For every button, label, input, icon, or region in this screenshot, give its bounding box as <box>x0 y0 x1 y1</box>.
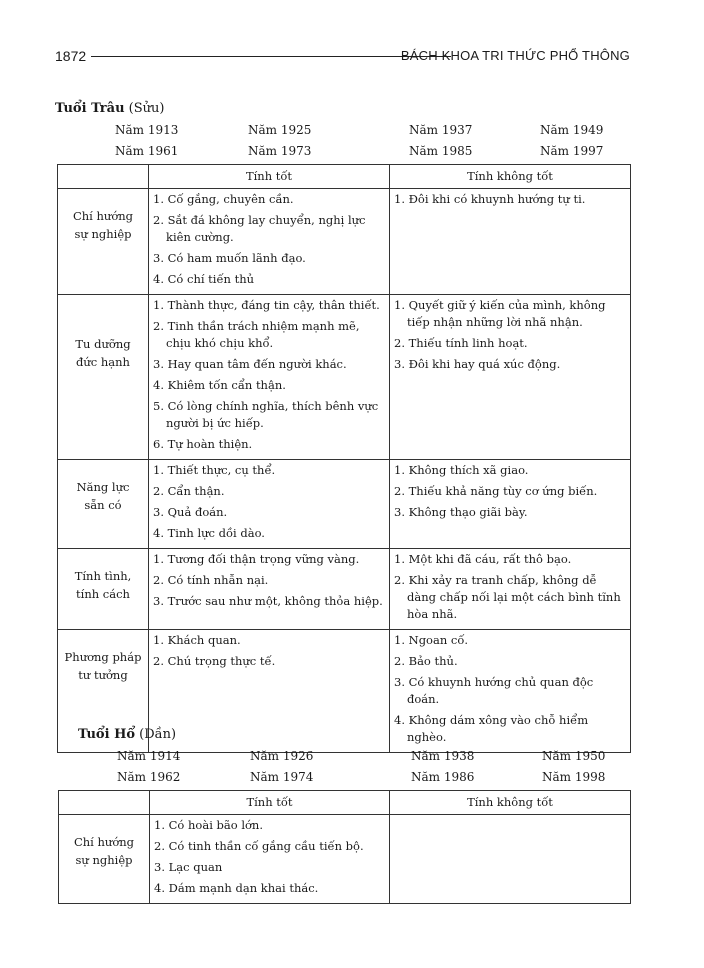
traits-table-ox <box>57 164 631 753</box>
list-item: 3. Quả đoán. <box>153 505 228 519</box>
row-label <box>58 295 149 460</box>
row-label-line: sẵn có <box>84 498 122 512</box>
year-item: Năm 1949 <box>540 123 604 137</box>
list-item: 4. Không dám xông vào chỗ hiểm nghèo. <box>394 713 589 744</box>
row-label-line: Tu dưỡng <box>75 337 131 351</box>
list-item: 2. Tinh thần trách nhiệm mạnh mẽ, chịu khó chịu khổ. <box>153 319 360 350</box>
list-item: 1. Thiết thực, cụ thể. <box>153 463 276 477</box>
year-item: Năm 1962 <box>117 770 181 784</box>
year-item: Năm 1937 <box>409 123 473 137</box>
table-header-row <box>59 791 631 815</box>
header-empty-cell <box>59 791 150 815</box>
list-item: 2. Bảo thủ. <box>394 654 458 668</box>
list-item: 1. Quyết giữ ý kiến của mình, không tiếp nhận những lời nhã nhận. <box>394 298 606 329</box>
header-bad: Tính không tốt <box>390 165 631 189</box>
row-label-line: đức hạnh <box>76 355 130 369</box>
years-row <box>55 749 615 770</box>
list-item: 1. Không thích xã giao. <box>394 463 529 477</box>
section-title-ox <box>55 101 164 116</box>
list-item: 4. Tinh lực dồi dào. <box>153 526 265 540</box>
year-item: Năm 1985 <box>409 144 473 158</box>
section-title-sub: (Sửu) <box>128 101 165 116</box>
list-item: 2. Khi xảy ra tranh chấp, không dễ dàng chấp nối lại một cách bình tĩnh hòa nhã. <box>394 573 621 621</box>
good-traits-cell <box>150 815 390 904</box>
row-label <box>58 549 149 630</box>
list-item: 1. Thành thực, đáng tin cậy, thân thiết. <box>153 298 380 312</box>
year-item: Năm 1926 <box>250 749 314 763</box>
list-item: 1. Một khi đã cáu, rất thô bạo. <box>394 552 572 566</box>
table-header-row <box>58 165 631 189</box>
row-label-line: Phương pháp <box>64 650 142 664</box>
year-item: Năm 1997 <box>540 144 604 158</box>
list-item: 3. Đôi khi hay quá xúc động. <box>394 357 561 371</box>
list-item: 5. Có lòng chính nghĩa, thích bênh vực người bị ức hiếp. <box>153 399 379 430</box>
list-item: 3. Có ham muốn lãnh đạo. <box>153 251 306 265</box>
list-item: 3. Có khuynh hướng chủ quan độc đoán. <box>394 675 594 706</box>
book-title: BÁCH KHOA TRI THỨC PHỔ THÔNG <box>400 48 630 63</box>
list-item: 4. Dám mạnh dạn khai thác. <box>154 881 319 895</box>
good-traits-cell <box>149 295 390 460</box>
section-title-main: Tuổi Hổ <box>78 727 136 742</box>
header-empty-cell <box>58 165 149 189</box>
list-item: 1. Có hoài bão lớn. <box>154 818 263 832</box>
list-item: 3. Không thạo giãi bày. <box>394 505 528 519</box>
list-item: 3. Lạc quan <box>154 860 223 874</box>
row-label <box>58 189 149 295</box>
year-item: Năm 1925 <box>248 123 312 137</box>
list-item: 2. Thiếu tính linh hoạt. <box>394 336 528 350</box>
list-item: 2. Có tính nhẫn nại. <box>153 573 269 587</box>
list-item: 2. Sắt đá không lay chuyển, nghị lực kiên cường. <box>153 213 366 244</box>
year-item: Năm 1914 <box>117 749 181 763</box>
bad-traits-cell <box>390 295 631 460</box>
good-traits-cell <box>149 189 390 295</box>
list-item: 3. Hay quan tâm đến người khác. <box>153 357 347 371</box>
header-good: Tính tốt <box>149 165 390 189</box>
table-row <box>59 815 631 904</box>
list-item: 3. Trước sau như một, không thỏa hiệp. <box>153 594 383 608</box>
bad-traits-cell <box>390 189 631 295</box>
bad-traits-cell <box>390 549 631 630</box>
table-row <box>58 460 631 549</box>
list-item: 1. Khách quan. <box>153 633 241 647</box>
row-label-line: tư tưởng <box>78 668 128 682</box>
row-label-line: Chí hướng <box>72 209 134 223</box>
list-item: 4. Khiêm tốn cẩn thận. <box>153 378 286 392</box>
row-label-line: Tính tình, <box>74 569 132 583</box>
header-bad: Tính không tốt <box>390 791 631 815</box>
traits-table-tiger <box>58 790 631 904</box>
list-item: 2. Chú trọng thực tế. <box>153 654 276 668</box>
table-row <box>58 189 631 295</box>
table-row <box>58 295 631 460</box>
section-title-tiger <box>78 727 176 742</box>
year-item: Năm 1961 <box>115 144 179 158</box>
year-item: Năm 1950 <box>542 749 606 763</box>
running-header <box>55 46 630 68</box>
list-item: 6. Tự hoàn thiện. <box>153 437 253 451</box>
bad-traits-cell <box>390 630 631 753</box>
section-title-main: Tuổi Trâu <box>55 101 125 116</box>
years-block-tiger <box>55 749 615 791</box>
row-label-line: Năng lực <box>76 480 130 494</box>
year-item: Năm 1974 <box>250 770 314 784</box>
row-label <box>59 815 150 904</box>
years-row <box>55 144 615 165</box>
bad-traits-cell <box>390 460 631 549</box>
year-item: Năm 1986 <box>411 770 475 784</box>
bad-traits-cell <box>390 815 631 904</box>
list-item: 1. Ngoan cố. <box>394 633 469 647</box>
good-traits-cell <box>149 549 390 630</box>
years-block-ox <box>55 123 615 165</box>
section-title-sub: (Dần) <box>139 727 177 742</box>
good-traits-cell <box>149 630 390 753</box>
years-row <box>55 123 615 144</box>
row-label <box>58 460 149 549</box>
year-item: Năm 1998 <box>542 770 606 784</box>
list-item: 1. Cố gắng, chuyên cần. <box>153 192 294 206</box>
table-row <box>58 549 631 630</box>
row-label-line: tính cách <box>76 587 130 601</box>
list-item: 2. Có tinh thần cố gắng cầu tiến bộ. <box>154 839 364 853</box>
row-label-line: sự nghiệp <box>75 853 133 867</box>
years-row <box>55 770 615 791</box>
header-good: Tính tốt <box>150 791 390 815</box>
list-item: 1. Tương đối thận trọng vững vàng. <box>153 552 360 566</box>
list-item: 1. Đôi khi có khuynh hướng tự ti. <box>394 192 586 206</box>
year-item: Năm 1973 <box>248 144 312 158</box>
year-item: Năm 1913 <box>115 123 179 137</box>
good-traits-cell <box>149 460 390 549</box>
row-label-line: Chí hướng <box>73 835 135 849</box>
header-rule <box>91 56 451 57</box>
list-item: 2. Thiếu khả năng tùy cơ ứng biến. <box>394 484 598 498</box>
page-number: 1872 <box>55 48 87 64</box>
list-item: 4. Có chí tiến thủ <box>153 272 255 286</box>
year-item: Năm 1938 <box>411 749 475 763</box>
list-item: 2. Cẩn thận. <box>153 484 225 498</box>
row-label-line: sự nghiệp <box>74 227 132 241</box>
